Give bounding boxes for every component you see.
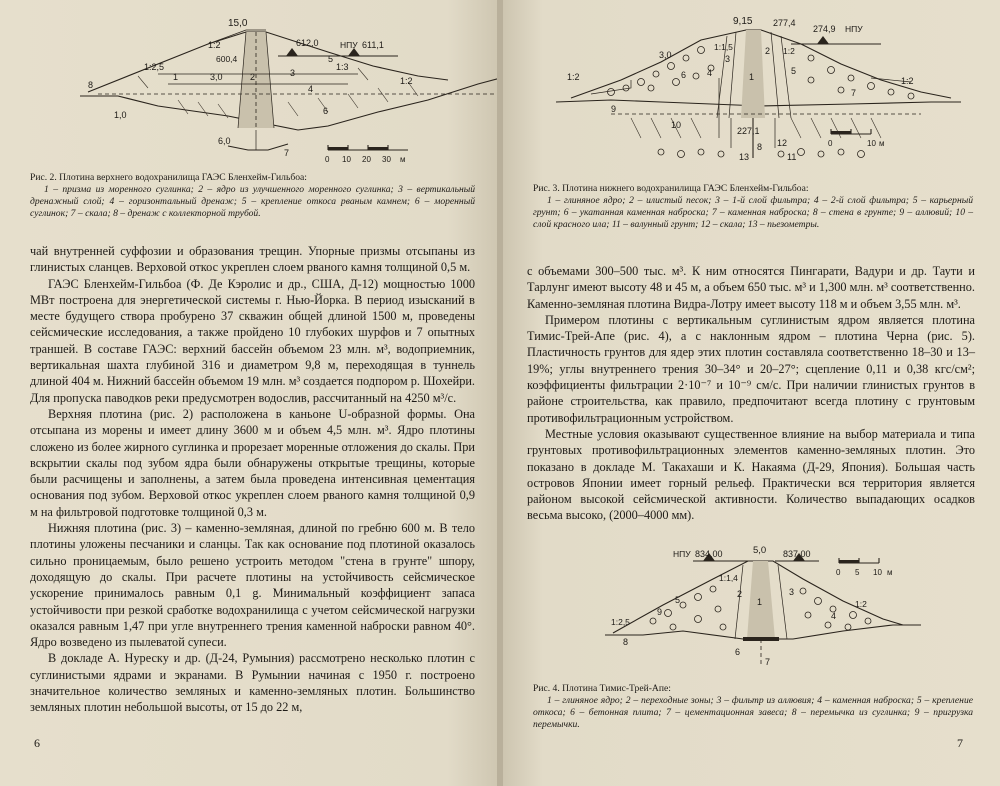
fig3-label-10: 10: [671, 120, 682, 130]
figure-2-dam-cross-section: [78, 18, 497, 170]
fig2-width-6: 6,0: [218, 136, 231, 146]
fig3-scale-unit: м: [879, 139, 885, 148]
fig2-scale-10: 10: [342, 155, 351, 164]
figure-4-caption-title: Рис. 4. Плотина Тимис-Трей-Апе:: [533, 683, 671, 694]
left-paragraph-4: Нижняя плотина (рис. 3) – каменно-земляная, длиной по гребню 600 м. В тело плотины уложены песчаники и сланцы. Так как основание под плотиной оказалось сильно проницаемым, было решено устроить методом "стена в грунте" шпору, доходящую до скалы. При расчете плотины на устойчивость сейсмическое ускорение принималось равным 0,1 g. Минимальный коэффициент запаса устойчивости при резкой сработке водохранилища с учетом сейсмической нагрузки оказался равным 1,47 при угле внутреннего трения каменной наброски равном 40°. Ядро возведено из пылеватой супеси.: [30, 521, 475, 650]
fig2-npu: НПУ: [340, 40, 358, 50]
fig2-scale-unit: м: [400, 155, 406, 164]
fig2-label-3: 3: [290, 68, 296, 78]
fig3-scale-10: 10: [867, 139, 876, 148]
figure-4-dam-cross-section: [603, 545, 923, 670]
fig3-npu: НПУ: [845, 24, 863, 34]
fig2-label-4: 4: [308, 84, 314, 94]
fig4-label-2: 2: [737, 589, 743, 599]
fig3-label-7: 7: [851, 88, 857, 98]
fig2-slope-right-1: 1:3: [336, 62, 349, 72]
fig3-crest-label: 9,15: [733, 16, 753, 27]
left-page-text: [30, 243, 475, 716]
fig3-label-13: 13: [739, 152, 750, 162]
fig4-label-3: 3: [789, 587, 795, 597]
right-paragraph-3: Местные условия оказывают существенное влияние на выбор материала и типа грунтовых противофильтрационных элементов каменно-земляных плотин. Это показано в докладе М. Такахаши и К. Накаяма (Д-29, Япония). Большая часть островов Японии имеет горный рельеф. Практически вся территория является районом высокой сейсмической активности. Количество выпадающих осадков весьма высоко, (2000–4000 мм).: [527, 426, 975, 523]
left-paragraph-3: Верхняя плотина (рис. 2) расположена в каньоне U-образной формы. Она отсыпана из морены и имеет длину 3600 м и объем 4,5 млн. м³. Ядро плотины сложено из более жирного суглинка и прорезает моренные отложения до скалы. При вскрытии скалы под зубом ядра были обнаружены открытые трещины, которые были расчищены и заполнены, а затем была проведена интенсивная цементация основания под зубом. Верховой откос укреплен слоем рваного камня толщиной 0,9 м на фильтровой подготовке толщиной 0,3 м.: [30, 406, 475, 519]
fig2-slope-right-2: 1:2: [400, 76, 413, 86]
fig3-el-277-4: 277,4: [773, 18, 796, 28]
figure-2-caption-title: Рис. 2. Плотина верхнего водохранилища ГАЭС Бленхейм-Гильбоа:: [30, 172, 307, 183]
fig2-label-5: 5: [328, 54, 334, 64]
fig4-scale-unit: м: [887, 568, 893, 577]
figure-3-caption: [533, 183, 973, 231]
figure-4-caption: [533, 683, 973, 731]
figure-2-caption-legend: 1 – призма из моренного суглинка; 2 – ядро из улучшенного моренного суглинка; 3 – вертикальный дренажный слой; 4 – горизонтальный дренаж; 5 – крепление откоса рваным камнем; 6 – моренный суглинок; 7 – скала; 8 – дренаж с коллекторной трубой.: [30, 184, 475, 220]
left-paragraph-2: ГАЭС Бленхейм-Гильбоа (Ф. Де Кэролис и др., США, Д-12) мощностью 1000 МВт построена для энергетической системы г. Нью-Йорка. В период изысканий в месте будущего створа пробурено 37 скважин общей длиной 1500 м, проведены сейсмические исследования, а также пройдено 10 глубоких шурфов и 7 опытных траншей. В составе ГАЭС: верхний бассейн объемом 23 млн. м³, водоприемник, вертикальная шахта глубиной 316 и диаметром 9,8 м, переходящая в туннель длиной 404 м. Нижний бассейн объемом 19 млн. м³ создается подпором р. Шохейри. Для пропуска паводков реки предусмотрен водослив, рассчитанный на 4250 м³/с.: [30, 276, 475, 405]
fig2-scale-30: 30: [382, 155, 391, 164]
left-page-number: 6: [34, 736, 40, 750]
fig4-slope-1-1-4: 1:1,4: [719, 573, 738, 583]
left-page: [0, 0, 497, 786]
figure-4-caption-legend: 1 – глиняное ядро; 2 – переходные зоны; 3 – фильтр из аллювия; 4 – каменная наброска; 5 – крепление откоса; 6 – бетонная плита; 7 – цементационная завеса; 8 – перемычка из суглинка; 9 – пригрузка перемычки.: [533, 695, 973, 731]
fig4-slope-1-2-5: 1:2,5: [611, 617, 630, 627]
figure-2-caption: [30, 172, 475, 220]
fig2-scale-20: 20: [362, 155, 371, 164]
fig4-label-4: 4: [831, 611, 837, 621]
fig4-slope-1-2: 1:2: [855, 599, 867, 609]
fig3-slope-1-2: 1:2: [783, 46, 795, 56]
fig3-label-9: 9: [611, 104, 617, 114]
fig4-scale-5: 5: [855, 568, 860, 577]
fig2-scale-0: 0: [325, 155, 330, 164]
fig3-label-6: 6: [681, 70, 687, 80]
fig2-el-612: 612,0: [296, 38, 319, 48]
fig3-label-5: 5: [791, 66, 797, 76]
fig4-npu: НПУ: [673, 549, 691, 559]
fig3-slope-right: 1:2: [901, 76, 914, 86]
fig4-crest-label: 5,0: [753, 545, 767, 556]
fig2-npu-value: 611,1: [362, 40, 384, 50]
fig3-label-8: 8: [757, 142, 763, 152]
fig4-scale-10: 10: [873, 568, 882, 577]
fig2-label-7: 7: [284, 148, 290, 158]
fig3-el-274-9: 274,9: [813, 24, 836, 34]
figure-3-caption-legend: 1 – глиняное ядро; 2 – илистый песок; 3 – 1-й слой фильтра; 4 – 2-й слой фильтра; 5 – карьерный грунт; 6 – укатанная каменная наброска; 7 – каменная наброска; 8 – стена в грунте; 9 – аллювий; 10 – слой красного ила; 11 – валунный грунт; 12 – скала; 13 – пьезометры.: [533, 195, 973, 231]
fig2-slope-left: 1:2,5: [144, 62, 165, 72]
fig2-crest-label: 15,0: [228, 18, 248, 29]
fig2-width-1: 1,0: [114, 110, 127, 120]
fig2-el-600: 600,4: [216, 54, 238, 64]
fig3-scale-0: 0: [828, 139, 833, 148]
fig3-label-2: 2: [765, 46, 771, 56]
fig4-label-1: 1: [757, 597, 763, 607]
fig3-width-3: 3,0: [659, 50, 672, 60]
right-page-text: [527, 263, 975, 524]
right-page-number: 7: [957, 736, 963, 750]
fig3-label-12: 12: [777, 138, 788, 148]
fig3-label-1: 1: [749, 72, 755, 82]
fig2-label-6: 6: [323, 106, 329, 116]
fig2-label-2: 2: [250, 72, 256, 82]
fig4-el-837: 837,00: [783, 549, 811, 559]
right-paragraph-2: Примером плотины с вертикальным суглинистым ядром является плотина Тимис-Трей-Апе (рис. 4), а с наклонным ядром – плотина Черна (рис. 5). Пластичность грунтов для ядер этих плотин составляла соответственно 18–30 и 13–19%; углы внутреннего трения 30–34° и 20–27°; сцепление 0,11 и 0,38 кгс/см²; коэффициенты фильтрации 2·10⁻⁷ и 10⁻⁹ см/с. При наличии глинистых грунтов в районе строительства, как правило, предпочитают всегда плотину с грунтовым противофильтрационным устройством.: [527, 312, 975, 425]
fig4-scale-0: 0: [836, 568, 841, 577]
fig2-label-1: 1: [173, 72, 179, 82]
figure-3-dam-cross-section: [551, 18, 971, 168]
fig3-slope-1-1-5: 1:1,5: [714, 42, 733, 52]
fig4-label-5: 5: [675, 595, 681, 605]
fig3-label-3: 3: [725, 54, 731, 64]
left-paragraph-5: В докладе А. Нуреску и др. (Д-24, Румыния) рассмотрено несколько плотин с суглинистыми ядрами и экранами. В Румынии начиная с 1950 г. построено значительное количество земляных и каменно-земляных плотин. Большинство земляных плотин небольшой высоты, от 15 до 22 м,: [30, 651, 475, 715]
fig3-label-4: 4: [707, 68, 713, 78]
right-paragraph-1: с объемами 300–500 тыс. м³. К ним относятся Пингарати, Вадури и др. Таути и Тарлунг имеют высоту 48 и 45 м, а объем 650 тыс. м³ и 1,300 млн. м³ соответственно. Каменно-земляная плотина Видра-Лотру имеет высоту 118 м и объем 3,55 млн. м³.: [527, 264, 975, 311]
fig3-el-227: 227,1: [737, 126, 760, 136]
fig4-label-8: 8: [623, 637, 629, 647]
right-page: [503, 0, 1000, 786]
fig2-width-3: 3,0: [210, 72, 223, 82]
fig4-el-834: 834,00: [695, 549, 723, 559]
figure-3-caption-title: Рис. 3. Плотина нижнего водохранилища ГАЭС Бленхейм-Гильбоа:: [533, 183, 809, 194]
fig3-slope-left: 1:2: [567, 72, 580, 82]
fig4-label-6: 6: [735, 647, 741, 657]
fig3-label-11: 11: [787, 152, 797, 162]
fig2-slope-up: 1:2: [208, 40, 221, 50]
fig2-label-8: 8: [88, 80, 94, 90]
fig4-label-7: 7: [765, 657, 771, 667]
fig4-label-9: 9: [657, 607, 663, 617]
left-paragraph-1: чай внутренней суффозии и образования трещин. Упорные призмы отсыпаны из глинистых сланцев. Верховой откос укреплен слоем рваного камня толщиной 0,5 м.: [30, 244, 475, 275]
